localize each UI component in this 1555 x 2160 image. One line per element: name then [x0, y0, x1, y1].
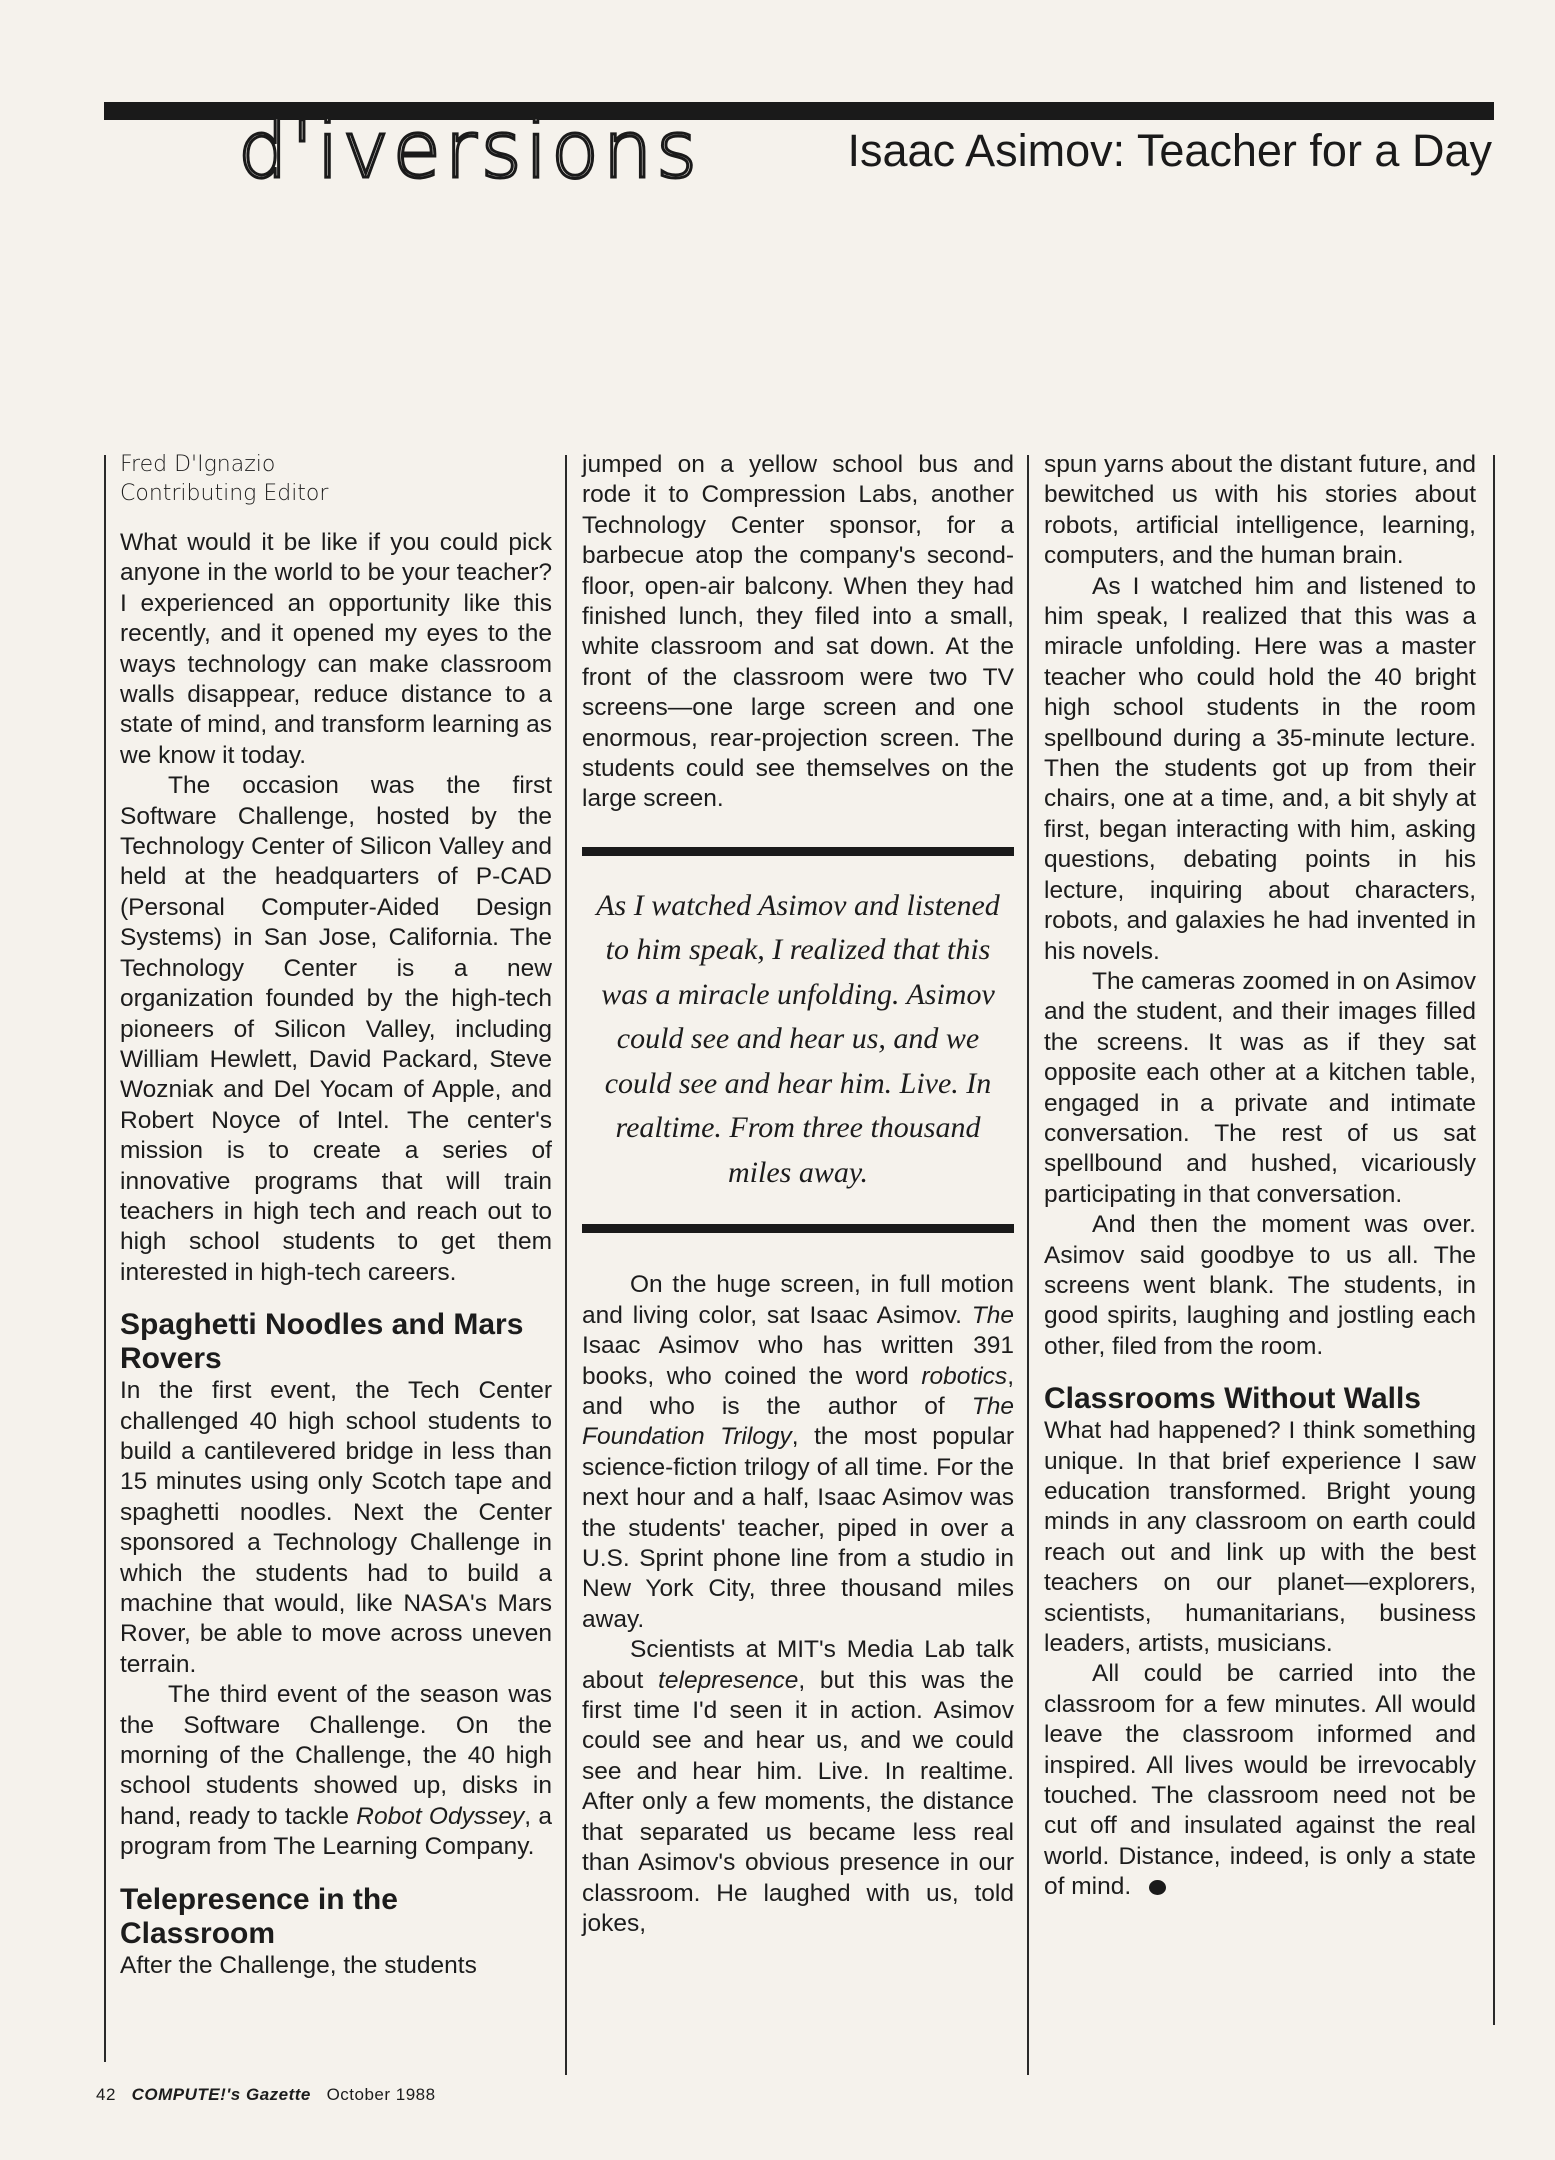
column-3 [1044, 450, 1476, 1903]
subheading: Classrooms Without Walls [1044, 1382, 1421, 1416]
author-role: Contributing Editor [120, 481, 329, 506]
subheading: Telepresence in the Classroom [120, 1882, 398, 1950]
pullquote-rule-top [582, 847, 1014, 856]
column-2 [582, 450, 1014, 1939]
program-title: Robot Odyssey [356, 1802, 525, 1830]
paragraph: The cameras zoomed in on Asimov and the student, and their images filled the screens. It was as if they sat opposite each other at a kitchen table, engaged in a private and intimate conversation. The rest of us sat spellbound and hushed, vicariously participating in that conversation. [1044, 967, 1476, 1208]
column-rule-left [104, 455, 106, 2062]
column-1 [120, 450, 552, 1981]
paragraph: On the huge screen, in full motion and living color, sat Isaac Asimov. The Isaac Asimov who has written 391 books, who coined the word robotics, and who is the author of The Foundation Trilogy, the most popular science-fiction trilogy of all time. For the next hour and a half, Isaac Asimov was the students' teacher, piped in over a U.S. Sprint phone line from a studio in New York City, three thousand miles away. [582, 1271, 1014, 1633]
pullquote: As I watched Asimov and listened to him speak, I realized that this was a miracle unfolding. Asimov could see and hear us, and we could see and hear him. Live. In realtime. From three thousand miles away. [596, 888, 1000, 1189]
page-footer [96, 2085, 436, 2105]
byline [120, 450, 552, 508]
column-rule-1 [565, 455, 567, 2075]
paragraph: In the first event, the Tech Center challenged 40 high school students to build a cantilevered bridge in less than 15 minutes using only Scotch tape and spaghetti noodles. Next the Center sponsored a Technology Challenge in which the students had to build a machine that would, like NASA's Mars Rover, be able to move across uneven terrain. [120, 1377, 552, 1678]
paragraph: Scientists at MIT's Media Lab talk about telepresence, but this was the first time I'd seen it in action. Asimov could see and hear us, and we could see and hear him. Live. In realtime. After only a few moments, the distance that separated us became less real than Asimov's obvious presence in our classroom. He laughed with us, told jokes, [582, 1636, 1014, 1937]
paragraph: jumped on a yellow school bus and rode it to Compression Labs, another Technology Center sponsor, for a barbecue atop the company's second-floor, open-air balcony. When they had finished lunch, they filed into a small, white classroom and sat down. At the front of the classroom were two TV screens—one large screen and one enormous, rear-projection screen. The students could see themselves on the large screen. [582, 451, 1014, 813]
paragraph: After the Challenge, the students [120, 1951, 477, 1979]
column-rule-right [1493, 455, 1495, 2025]
paragraph: All could be carried into the classroom for a few minutes. All would leave the classroom informed and inspired. All lives would be irrevocably touched. The classroom need not be cut off and insulated against the real world. Distance, indeed, is only a state of mind. [1044, 1660, 1476, 1901]
pullquote-rule-bottom [582, 1224, 1014, 1233]
article-title: Isaac Asimov: Teacher for a Day [847, 125, 1492, 176]
paragraph: What would it be like if you could pick anyone in the world to be your teacher? I experienced an opportunity like this recently, and it opened my eyes to the ways technology can make classroom walls disappear, reduce distance to a state of mind, and transform learning as we know it today. [120, 529, 552, 769]
paragraph: What had happened? I think something unique. In that brief experience I saw education transformed. Bright young minds in any classroom on earth could reach out and link up with the best teachers on our planet—explorers, scientists, humanitarians, business leaders, artists, musicians. [1044, 1417, 1476, 1658]
paragraph: As I watched him and listened to him speak, I realized that this was a miracle unfolding. Here was a master teacher who could hold the 40 bright high school students in the room spellbound during a 35-minute lecture. Then the students got up from their chairs, one at a time, and, a bit shyly at first, began interacting with him, asking questions, debating points in his lecture, inquiring about characters, robots, and galaxies he had invented in his novels. [1044, 572, 1476, 965]
page-number: 42 [96, 2085, 116, 2104]
section-logo: d'iversions [238, 106, 701, 196]
book-title: The Foundation Trilogy [582, 1393, 1014, 1451]
paragraph: The occasion was the first Software Challenge, hosted by the Technology Center of Silicon Valley and held at the headquarters of P-CAD (Personal Computer-Aided Design Systems) in San Jose, California. The Technology Center is a new organization founded by the high-tech pioneers of Silicon Valley, including William Hewlett, David Packard, Steve Wozniak and Del Yocam of Apple, and Robert Noyce of Intel. The center's mission is to create a series of innovative programs that will train teachers in high tech and reach out to high school students to get them interested in high-tech careers. [120, 772, 552, 1286]
end-mark-icon [1149, 1880, 1166, 1895]
issue-date: October 1988 [326, 2085, 436, 2104]
column-rule-2 [1027, 455, 1029, 2075]
author-name: Fred D'Ignazio [120, 452, 276, 477]
paragraph: spun yarns about the distant future, and bewitched us with his stories about robots, artificial intelligence, learning, computers, and the human brain. [1044, 451, 1476, 570]
paragraph: The third event of the season was the Software Challenge. On the morning of the Challenge, the 40 high school students showed up, disks in hand, ready to tackle Robot Odyssey, a program from The Learning Company. [120, 1681, 552, 1861]
subheading: Spaghetti Noodles and Mars Rovers [120, 1308, 524, 1376]
publication-name: COMPUTE!'s Gazette [131, 2085, 311, 2104]
paragraph: And then the moment was over. Asimov said goodbye to us all. The screens went blank. The students, in good spirits, laughing and jostling each other, filed from the room. [1044, 1211, 1476, 1360]
